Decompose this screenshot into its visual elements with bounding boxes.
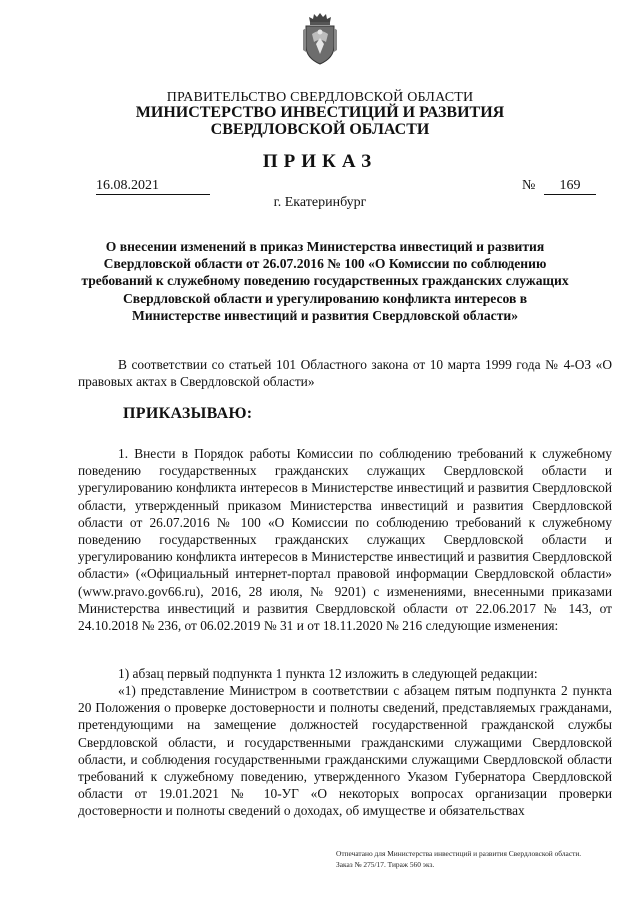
order-number-label: № xyxy=(522,178,536,193)
order-date: 16.08.2021 xyxy=(96,178,210,195)
print-footer-line2: Заказ № 275/17. Тираж 560 экз. xyxy=(336,860,435,869)
coat-of-arms-icon xyxy=(302,12,338,66)
item-1-paragraph: 1. Внести в Порядок работы Комиссии по соблюдению требований к служебному поведению государственных гражданских служащих Свердловской области и урегулированию конфликта интересов в Министерстве инвестиций и развития Свердловской области, утвержденный приказом Министерства инвестиций и развития Свердловской области от 26.07.2016 № 100 «О Комиссии по соблюдению требований к служебному поведению государственных гражданских служащих Свердловской области и урегулированию конфликта интересов в Министерстве инвестиций и развития Свердловской области» («Официальный интернет-портал правовой информации Свердловской области» (www.pravo.gov66.ru), 2016, 28 июля, № 9201) с изменениями, внесенными приказами Министерства инвестиций и развития Свердловской области от 22.06.2017 № 143, от 24.10.2018 № 236, от 06.02.2019 № 31 и от 18.11.2020 № 216 следующие изменения: xyxy=(78,446,612,634)
order-subject: О внесении изменений в приказ Министерства инвестиций и развития Свердловской области от 26.07.2016 № 100 «О Комиссии по соблюдению требований к служебному поведению государственных гражданских служащих Свердловской области и урегулированию конфликта интересов в Министерстве инвестиций и развития Свердловской области» xyxy=(81,239,569,323)
quoted-text-paragraph: «1) представление Министром в соответствии с абзацем пятым подпункта 2 пункта 20 Положения о проверке достоверности и полноты сведений, представляемых гражданами, претендующими на замещение должностей государственной гражданской службы Свердловской области, и государственными гражданскими служащими Свердловской области, и соблюдения государственными гражданскими служащими Свердловской области требований к служебному поведению, утвержденного Указом Губернатора Свердловской области от 19.01.2021 № 10-УГ «О некоторых вопросах организации проверки достоверности и полноты сведений о доходах, об имуществе и обязательствах xyxy=(78,683,612,819)
government-name: ПРАВИТЕЛЬСТВО СВЕРДЛОВСКОЙ ОБЛАСТИ xyxy=(166,90,474,105)
print-footer-line1: Отпечатано для Министерства инвестиций и развития Свердловской области. xyxy=(336,849,582,858)
order-directive: ПРИКАЗЫВАЮ: xyxy=(123,405,253,422)
subitem-1-paragraph: 1) абзац первый подпункта 1 пункта 12 изложить в следующей редакции: xyxy=(118,666,538,681)
ministry-name-line1: МИНИСТЕРСТВО ИНВЕСТИЦИЙ И РАЗВИТИЯ xyxy=(135,104,505,121)
city: г. Екатеринбург xyxy=(273,195,367,210)
order-number: 169 xyxy=(544,178,596,195)
document-type: ПРИКАЗ xyxy=(262,151,378,172)
print-footer xyxy=(336,848,626,870)
preamble-paragraph: В соответствии со статьей 101 Областного закона от 10 марта 1999 года № 4-ОЗ «О правовых актах в Свердловской области» xyxy=(78,357,612,390)
ministry-name-line2: СВЕРДЛОВСКОЙ ОБЛАСТИ xyxy=(210,121,430,138)
